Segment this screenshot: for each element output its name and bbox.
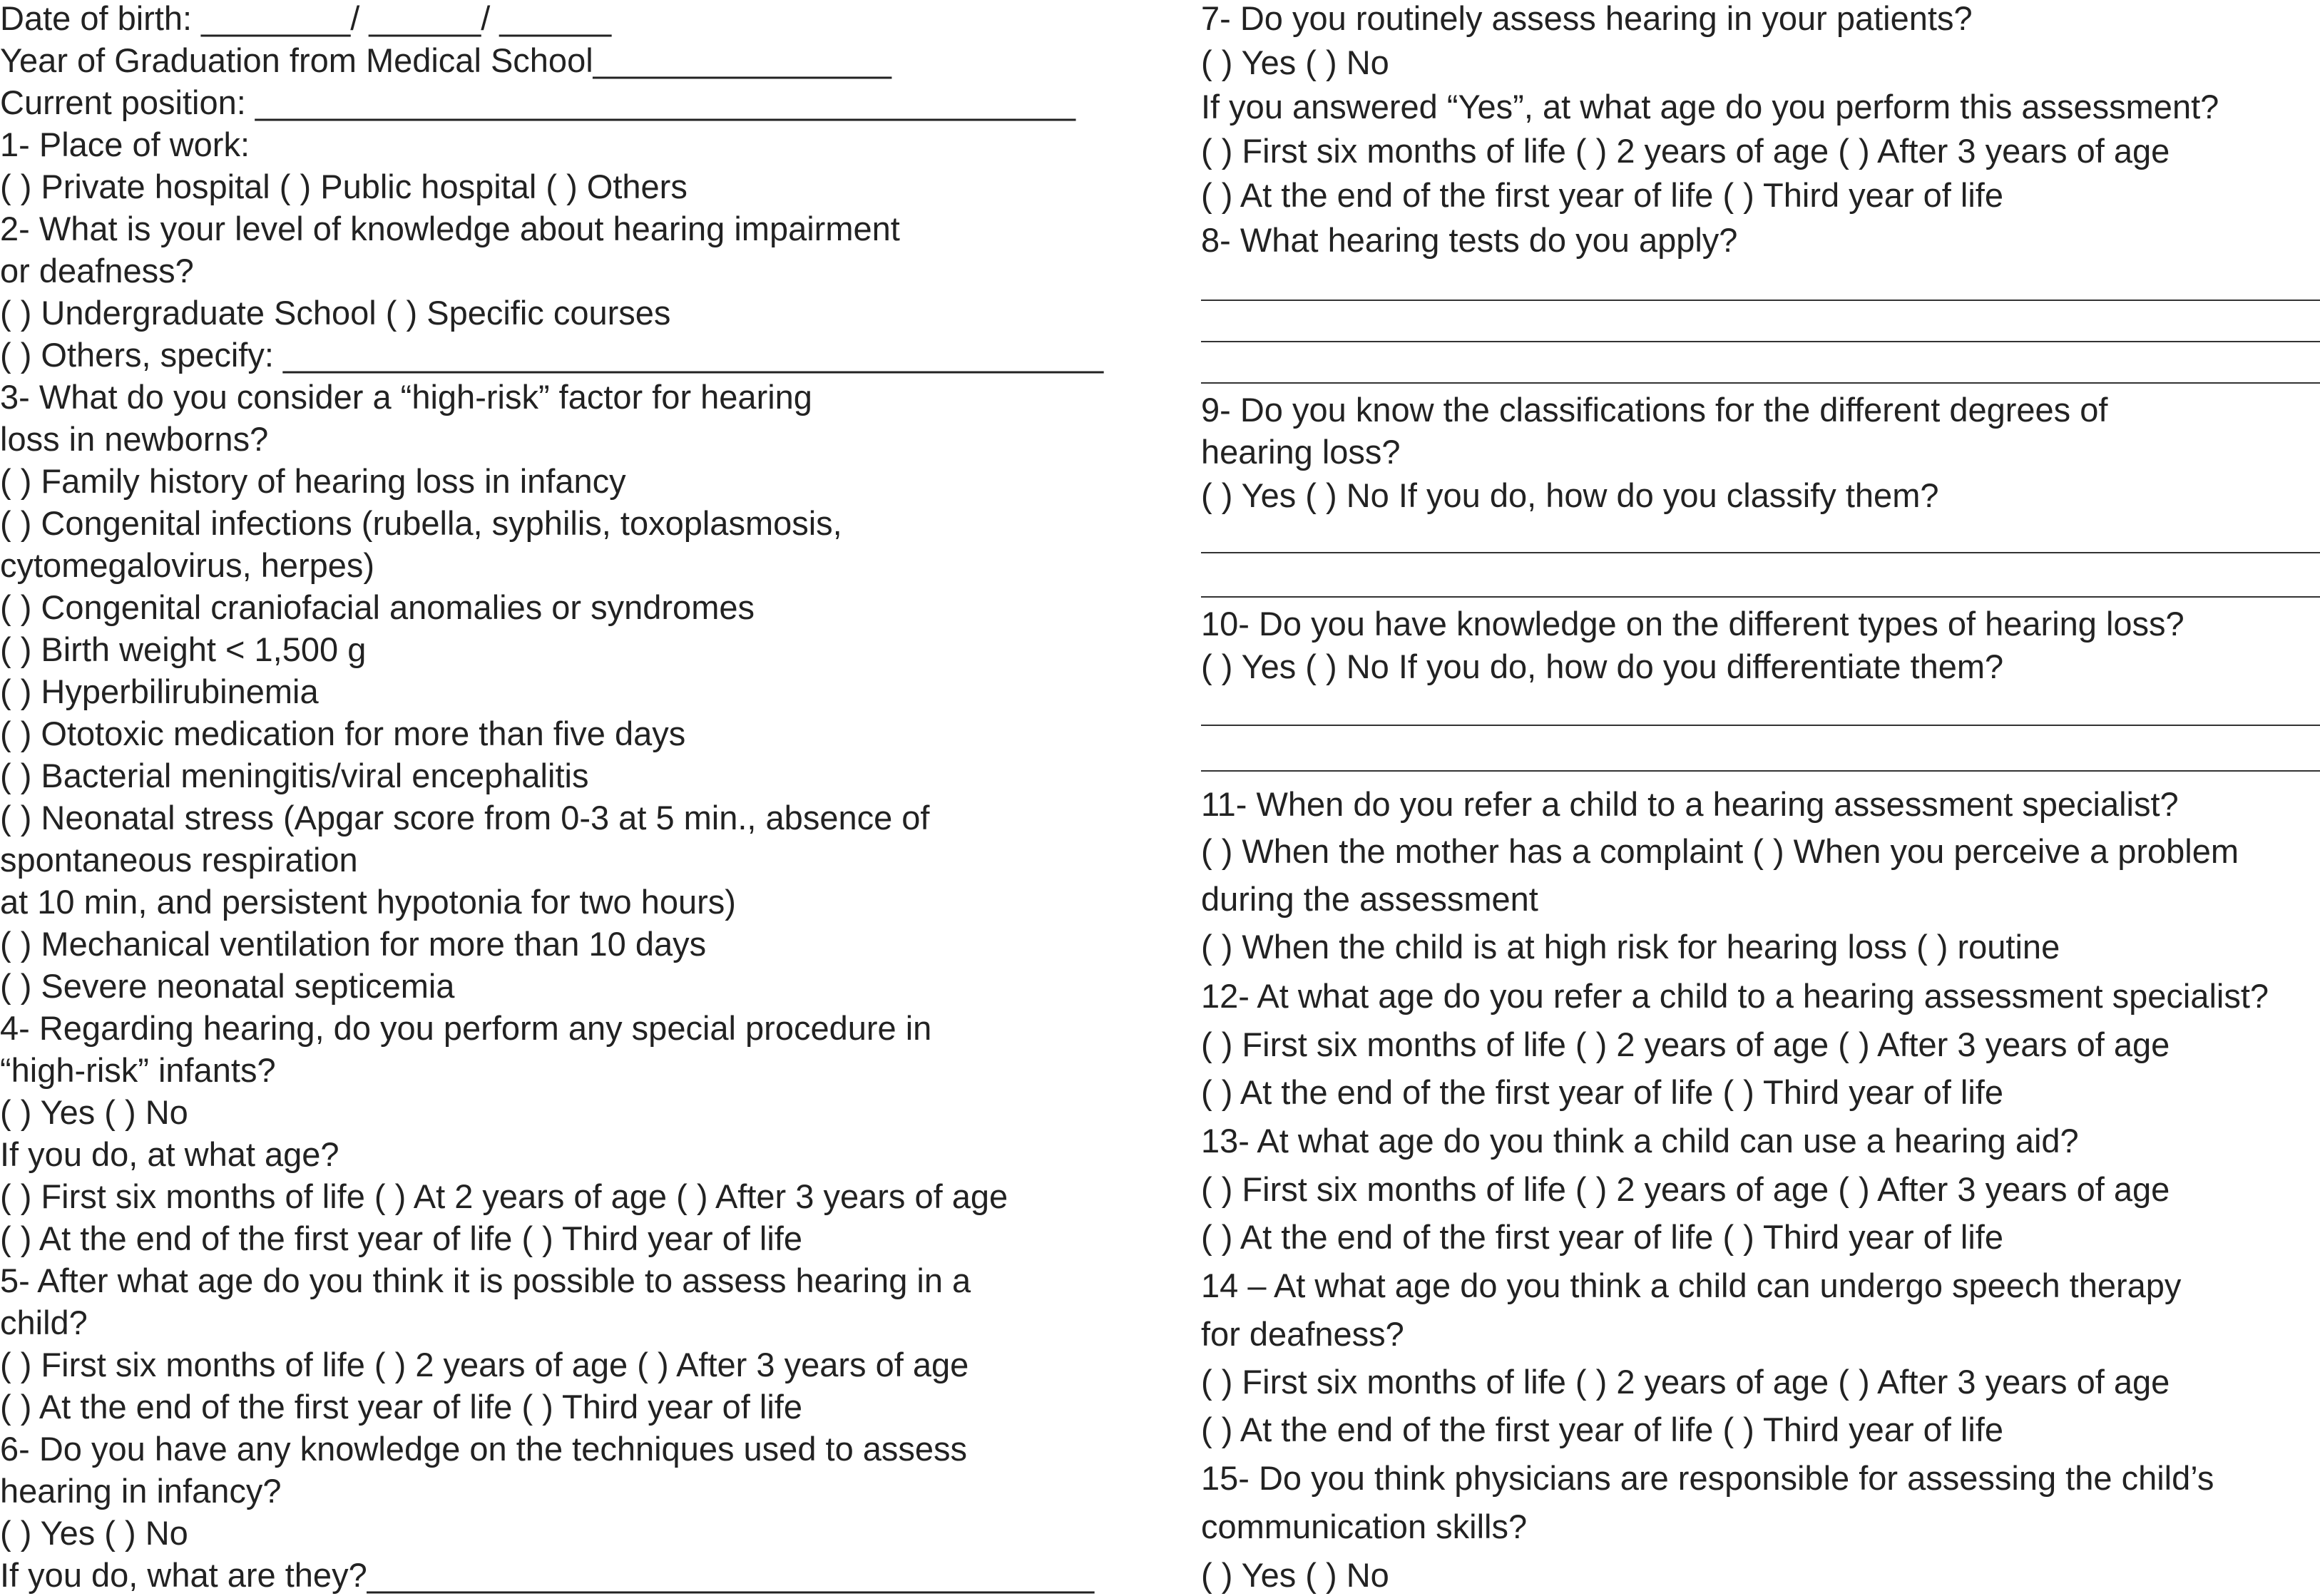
q15-question-line2: communication skills? [1201, 1508, 1528, 1545]
q3-option[interactable]: ( ) Family history of hearing loss in infancy [0, 462, 626, 500]
current-position-field[interactable]: Current position: ____________________________________________ [0, 83, 1076, 121]
q3-option[interactable]: ( ) Mechanical ventilation for more than 10 days [0, 925, 707, 963]
q4-age-options-row2[interactable]: ( ) At the end of the first year of life ( ) Third year of life [0, 1219, 802, 1257]
q3-option-continuation: spontaneous respiration [0, 841, 358, 879]
q14-age-options-row1[interactable]: ( ) First six months of life ( ) 2 years of age ( ) After 3 years of age [1201, 1363, 2170, 1401]
q8-answer-line[interactable] [1201, 382, 2320, 384]
q3-option[interactable]: ( ) Severe neonatal septicemia [0, 967, 455, 1005]
date-of-birth-field[interactable]: Date of birth: ________/ ______/ ______ [0, 0, 612, 37]
q7-follow-up: If you answered “Yes”, at what age do you perform this assessment? [1201, 88, 2219, 126]
q15-yes-no[interactable]: ( ) Yes ( ) No [1201, 1556, 1389, 1594]
q9-question-line1: 9- Do you know the classifications for the different degrees of [1201, 391, 2108, 429]
q13-age-options-row1[interactable]: ( ) First six months of life ( ) 2 years of age ( ) After 3 years of age [1201, 1170, 2170, 1208]
q8-question: 8- What hearing tests do you apply? [1201, 221, 1738, 259]
q7-yes-no[interactable]: ( ) Yes ( ) No [1201, 44, 1389, 81]
q7-age-options-row2[interactable]: ( ) At the end of the first year of life ( ) Third year of life [1201, 176, 2003, 214]
graduation-year-field[interactable]: Year of Graduation from Medical School________________ [0, 41, 891, 79]
q6-follow-up-field[interactable]: If you do, what are they?_______________________________________ [0, 1556, 1095, 1594]
q5-age-options-row1[interactable]: ( ) First six months of life ( ) 2 years of age ( ) After 3 years of age [0, 1346, 969, 1383]
q2-option-others[interactable]: ( ) Others, specify: ____________________________________________ [0, 336, 1104, 374]
q5-question-line2: child? [0, 1304, 88, 1341]
q6-question-line2: hearing in infancy? [0, 1472, 282, 1510]
q13-age-options-row2[interactable]: ( ) At the end of the first year of life ( ) Third year of life [1201, 1218, 2003, 1256]
q12-age-options-row1[interactable]: ( ) First six months of life ( ) 2 years of age ( ) After 3 years of age [1201, 1025, 2170, 1063]
q11-option-row2[interactable]: ( ) When the child is at high risk for hearing loss ( ) routine [1201, 928, 2060, 966]
q14-question-line2: for deafness? [1201, 1315, 1404, 1353]
q3-option[interactable]: ( ) Neonatal stress (Apgar score from 0-3 at 5 min., absence of [0, 799, 930, 837]
q11-option-continuation: during the assessment [1201, 880, 1538, 918]
q8-answer-line[interactable] [1201, 300, 2320, 301]
q9-yes-no[interactable]: ( ) Yes ( ) No If you do, how do you classify them? [1201, 476, 1939, 514]
q3-option[interactable]: ( ) Congenital infections (rubella, syphilis, toxoplasmosis, [0, 504, 842, 542]
q14-age-options-row2[interactable]: ( ) At the end of the first year of life ( ) Third year of life [1201, 1411, 2003, 1448]
q2-question-line2: or deafness? [0, 252, 194, 290]
q13-question: 13- At what age do you think a child can use a hearing aid? [1201, 1122, 2079, 1160]
q9-question-line2: hearing loss? [1201, 433, 1401, 471]
q9-answer-line[interactable] [1201, 596, 2320, 598]
q3-option-continuation: at 10 min, and persistent hypotonia for two hours) [0, 883, 736, 921]
q4-age-options-row1[interactable]: ( ) First six months of life ( ) At 2 years of age ( ) After 3 years of age [0, 1177, 1008, 1215]
q4-follow-up: If you do, at what age? [0, 1135, 339, 1173]
q3-option[interactable]: ( ) Congenital craniofacial anomalies or syndromes [0, 588, 755, 626]
q15-question-line1: 15- Do you think physicians are responsible for assessing the child’s [1201, 1459, 2214, 1497]
q6-yes-no[interactable]: ( ) Yes ( ) No [0, 1514, 188, 1552]
q6-question-line1: 6- Do you have any knowledge on the techniques used to assess [0, 1430, 968, 1468]
q12-question: 12- At what age do you refer a child to a hearing assessment specialist? [1201, 977, 2269, 1015]
q4-yes-no[interactable]: ( ) Yes ( ) No [0, 1093, 188, 1131]
q7-question: 7- Do you routinely assess hearing in your patients? [1201, 0, 1973, 37]
q12-age-options-row2[interactable]: ( ) At the end of the first year of life ( ) Third year of life [1201, 1073, 2003, 1111]
q11-option-row1[interactable]: ( ) When the mother has a complaint ( ) When you perceive a problem [1201, 832, 2239, 870]
q11-question: 11- When do you refer a child to a hearing assessment specialist? [1201, 785, 2179, 823]
q3-option[interactable]: ( ) Hyperbilirubinemia [0, 672, 319, 710]
q10-yes-no[interactable]: ( ) Yes ( ) No If you do, how do you differentiate them? [1201, 648, 2004, 685]
q10-question: 10- Do you have knowledge on the different types of hearing loss? [1201, 605, 2184, 643]
q7-age-options-row1[interactable]: ( ) First six months of life ( ) 2 years of age ( ) After 3 years of age [1201, 132, 2170, 170]
q1-options[interactable]: ( ) Private hospital ( ) Public hospital ( ) Others [0, 168, 688, 205]
q8-answer-line[interactable] [1201, 341, 2320, 342]
q2-option-row1[interactable]: ( ) Undergraduate School ( ) Specific courses [0, 294, 671, 332]
q4-question-line2: “high-risk” infants? [0, 1051, 276, 1089]
q4-question-line1: 4- Regarding hearing, do you perform any special procedure in [0, 1009, 932, 1047]
q3-option[interactable]: ( ) Birth weight < 1,500 g [0, 630, 367, 668]
q3-option[interactable]: ( ) Ototoxic medication for more than five days [0, 715, 686, 752]
q3-option[interactable]: ( ) Bacterial meningitis/viral encephalitis [0, 757, 589, 794]
q9-answer-line[interactable] [1201, 552, 2320, 553]
q10-answer-line[interactable] [1201, 770, 2320, 772]
q14-question-line1: 14 – At what age do you think a child can undergo speech therapy [1201, 1267, 2182, 1304]
q10-answer-line[interactable] [1201, 725, 2320, 726]
q3-question-line2: loss in newborns? [0, 420, 269, 458]
q5-age-options-row2[interactable]: ( ) At the end of the first year of life ( ) Third year of life [0, 1388, 802, 1426]
q2-question-line1: 2- What is your level of knowledge about hearing impairment [0, 210, 900, 247]
q5-question-line1: 5- After what age do you think it is possible to assess hearing in a [0, 1262, 971, 1299]
q3-question-line1: 3- What do you consider a “high-risk” factor for hearing [0, 378, 812, 416]
q1-label: 1- Place of work: [0, 126, 250, 163]
q3-option-continuation: cytomegalovirus, herpes) [0, 546, 375, 584]
